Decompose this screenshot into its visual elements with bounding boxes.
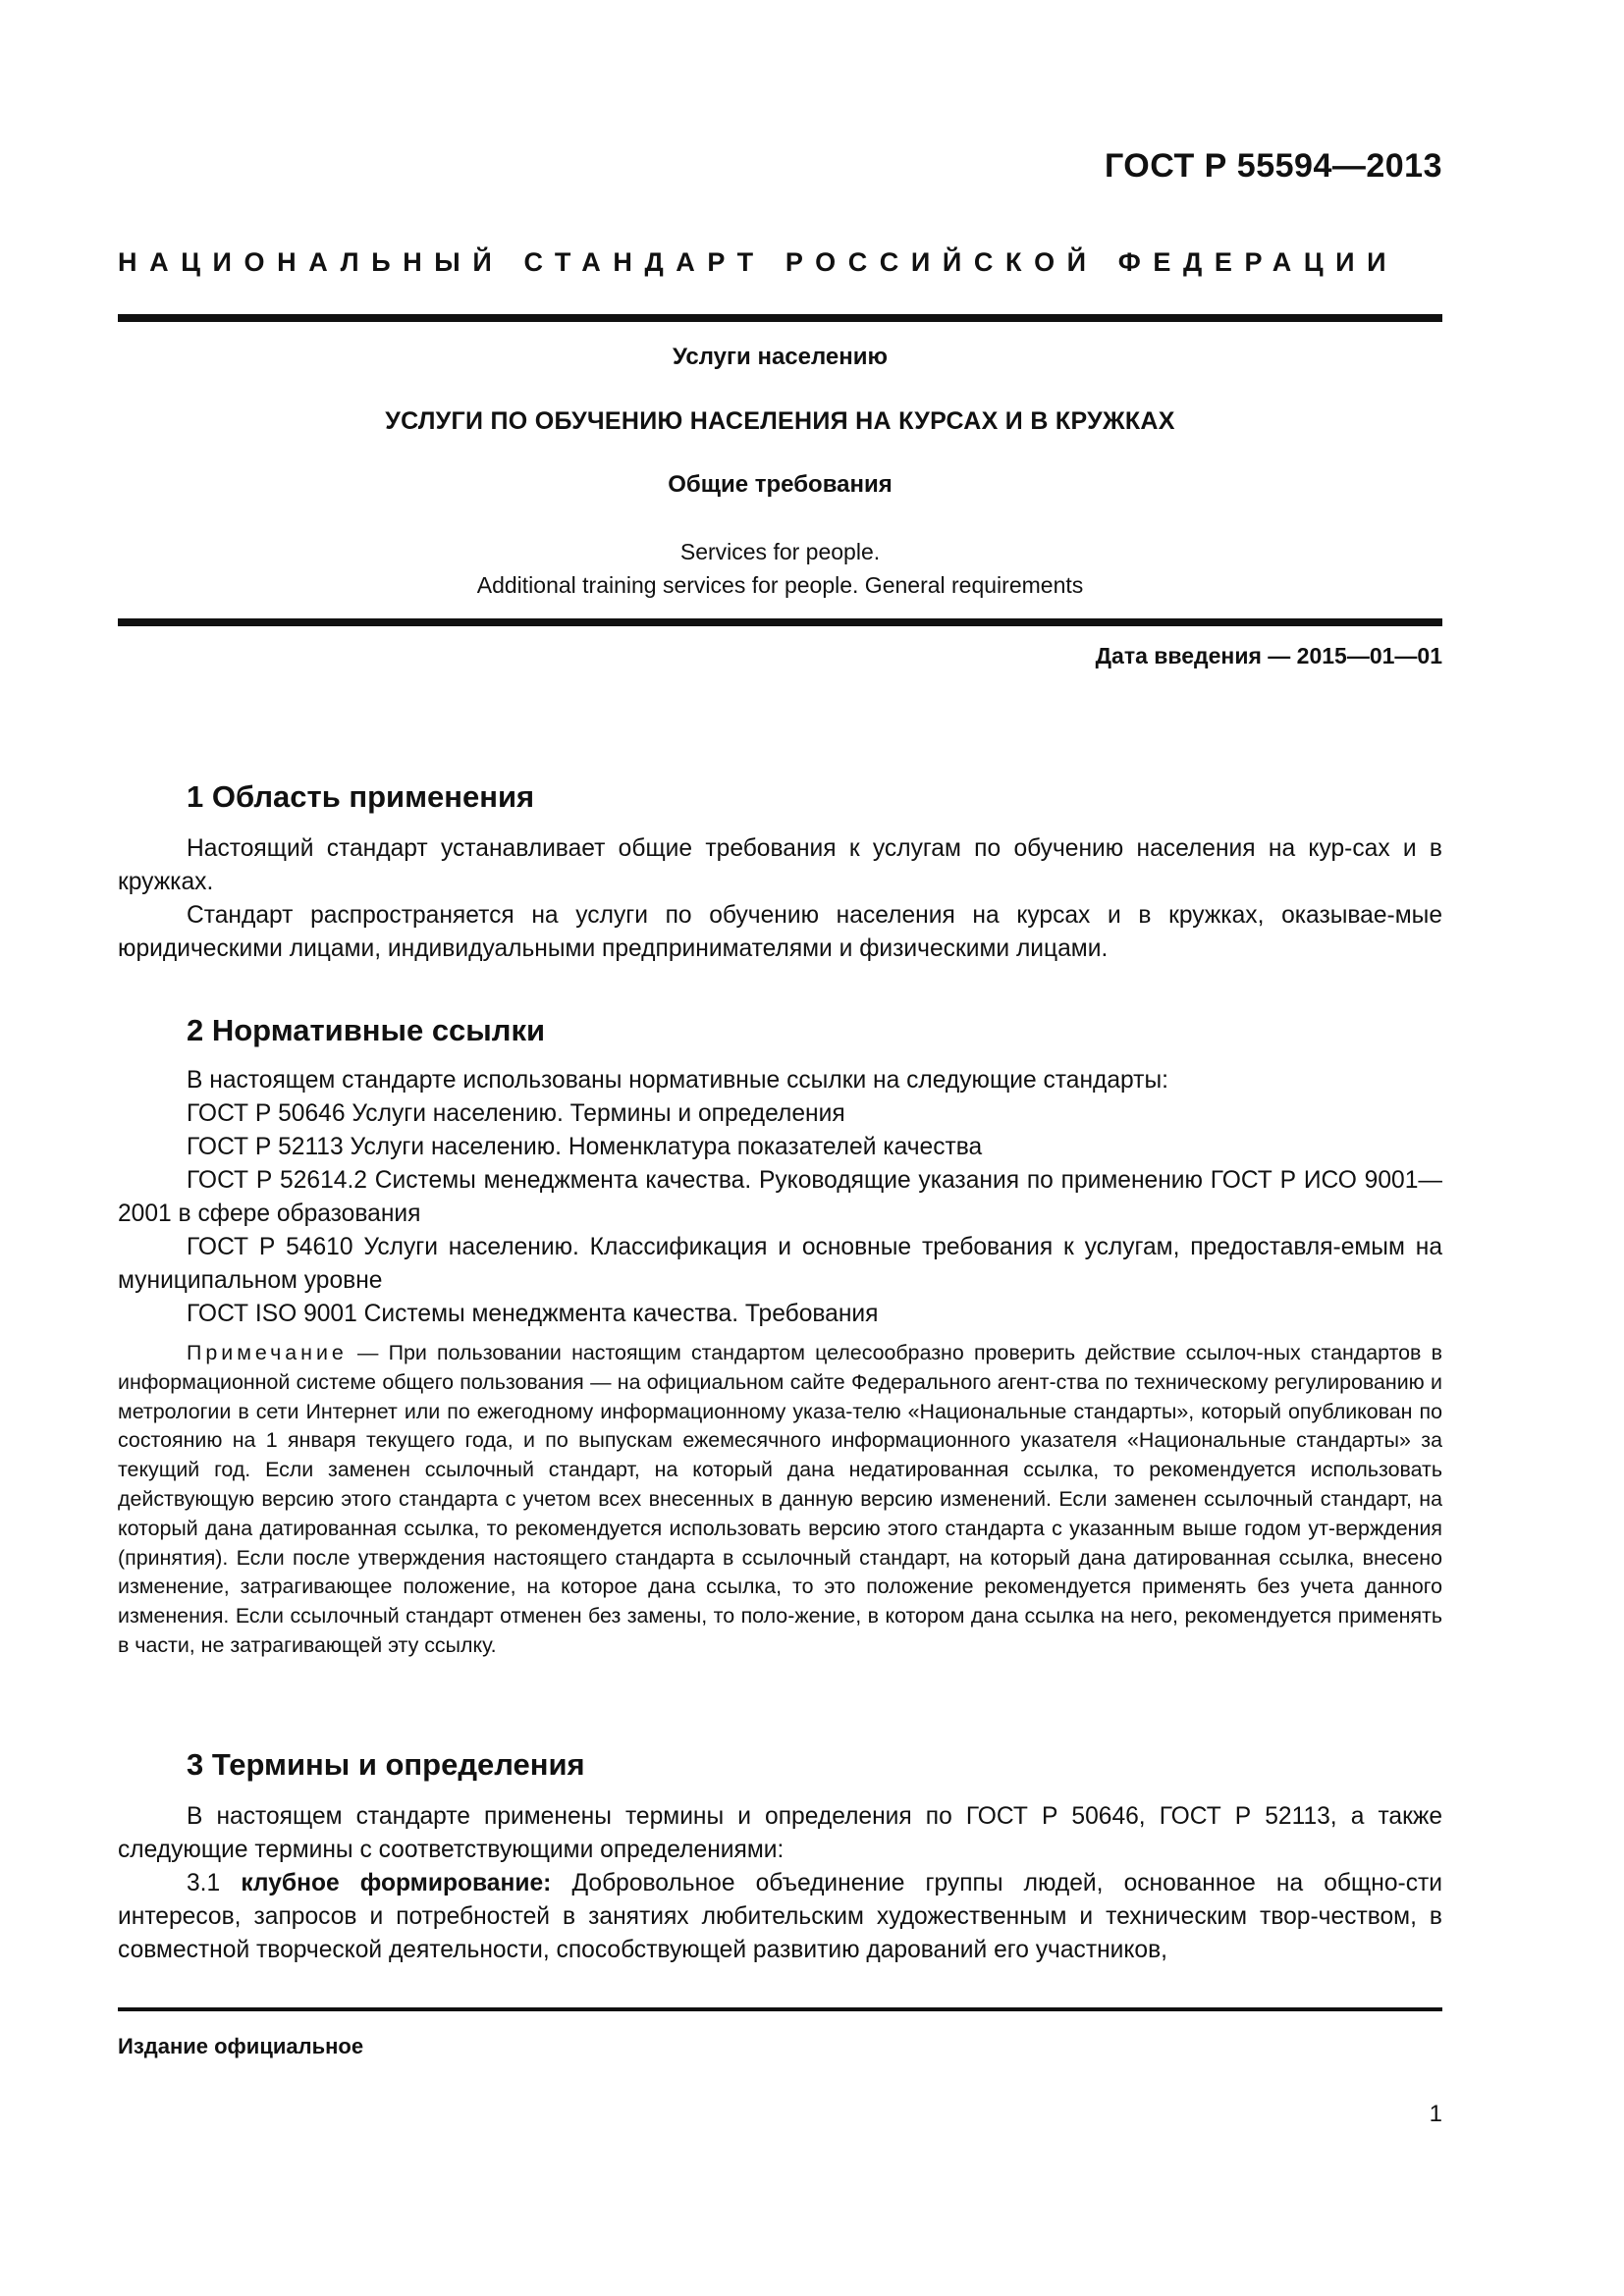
title-subtitle: Услуги населению	[672, 344, 889, 370]
title-rule	[118, 618, 1442, 626]
section-2-intro: В настоящем стандарте использованы нормативные ссылки на следующие стандарты:	[187, 1067, 1168, 1094]
section-2-heading: 2 Нормативные ссылки	[187, 1013, 546, 1047]
term-number: 3.1	[187, 1870, 221, 1896]
title-general: Общие требования	[668, 471, 893, 498]
section-3-paragraph-1: В настоящем стандарте применены термины и определения по ГОСТ Р 50646, ГОСТ Р 52113, а также следующие термины с соответствующими определениями:	[118, 1803, 1442, 1863]
section-2-note	[118, 1339, 1442, 1661]
term-3-1	[118, 1867, 1442, 1967]
reference-item: ГОСТ Р 54610 Услуги населению. Классификация и основные требования к услугам, предоставля-емым на муниципальном уровне	[118, 1234, 1442, 1294]
section-1	[118, 777, 1442, 966]
section-1-heading: 1 Область применения	[187, 779, 535, 814]
intro-date: Дата введения — 2015—01—01	[1095, 643, 1442, 668]
title-english-line2: Additional training services for people. General requirements	[476, 572, 1084, 598]
section-3-heading: 3 Термины и определения	[187, 1747, 585, 1782]
page-number: 1	[1429, 2101, 1442, 2127]
reference-item: ГОСТ ISO 9001 Системы менеджмента качества. Требования	[187, 1301, 879, 1327]
section-3	[118, 1745, 1442, 1967]
section-1-paragraph-2: Стандарт распространяется на услуги по обучению населения на курсах и в кружках, оказывае-мые юридическими лицами, индивидуальными предпринимателями и физическими лицами.	[118, 902, 1442, 962]
gost-code: ГОСТ Р 55594—2013	[1104, 147, 1442, 185]
section-2	[118, 1011, 1442, 1661]
footer-rule	[118, 2007, 1442, 2011]
note-text: — При пользовании настоящим стандартом целесообразно проверить действие ссылоч-ных стандартов в информационной системе общего пользования — на официальном сайте Федерального агент-ства по техническому регулированию и метрологии в сети Интернет или по ежегодному информационному указа-телю «Национальные стандарты», который опубликован по состоянию на 1 января текущего года, и по выпускам ежемесячного информационного указателя «Национальные стандарты» за текущий год. Если заменен ссылочный стандарт, на который дана недатированная ссылка, то рекомендуется использовать действующую версию этого стандарта с учетом всех внесенных в данную версию изменений. Если заменен ссылочный стандарт, на который дана датированная ссылка, то рекомендуется использовать версию этого стандарта с указанным выше годом ут-верждения (принятия). Если после утверждения настоящего стандарта в ссылочный стандарт, на который дана датированная ссылка, внесено изменение, затрагивающее положение, на которое дана ссылка, то это положение рекомендуется применять без учета данного изменения. Если ссылочный стандарт отменен без замены, то поло-жение, в котором дана ссылка на него, рекомендуется применять в части, не затрагивающей эту ссылку.	[118, 1341, 1442, 1657]
term-definition: Добровольное объединение группы людей, основанное на общно-сти интересов, запросов и потребностей в занятиях любительским художественным и техническим твор-чеством, в совместной творческой деятельности, способствующей развитию дарований его участников,	[118, 1870, 1442, 1963]
title-main: УСЛУГИ ПО ОБУЧЕНИЮ НАСЕЛЕНИЯ НА КУРСАХ И В КРУЖКАХ	[385, 407, 1175, 435]
term-name: клубное формирование:	[241, 1870, 552, 1896]
reference-item: ГОСТ Р 52614.2 Системы менеджмента качества. Руководящие указания по применению ГОСТ Р ИСО 9001—2001 в сфере образования	[118, 1167, 1442, 1227]
top-rule	[118, 314, 1442, 322]
section-1-paragraph-1: Настоящий стандарт устанавливает общие требования к услугам по обучению населения на кур-сах и в кружках.	[118, 835, 1442, 895]
edition-label: Издание официальное	[118, 2034, 364, 2058]
title-english-line1: Services for people.	[679, 539, 881, 564]
note-label: Примечание	[187, 1341, 348, 1364]
reference-item: ГОСТ Р 52113 Услуги населению. Номенклатура показателей качества	[187, 1134, 983, 1160]
national-standard-banner: НАЦИОНАЛЬНЫЙ СТАНДАРТ РОССИЙСКОЙ ФЕДЕРАЦИИ	[118, 247, 1399, 277]
title-english	[118, 535, 1442, 602]
reference-item: ГОСТ Р 50646 Услуги населению. Термины и определения	[187, 1100, 845, 1127]
